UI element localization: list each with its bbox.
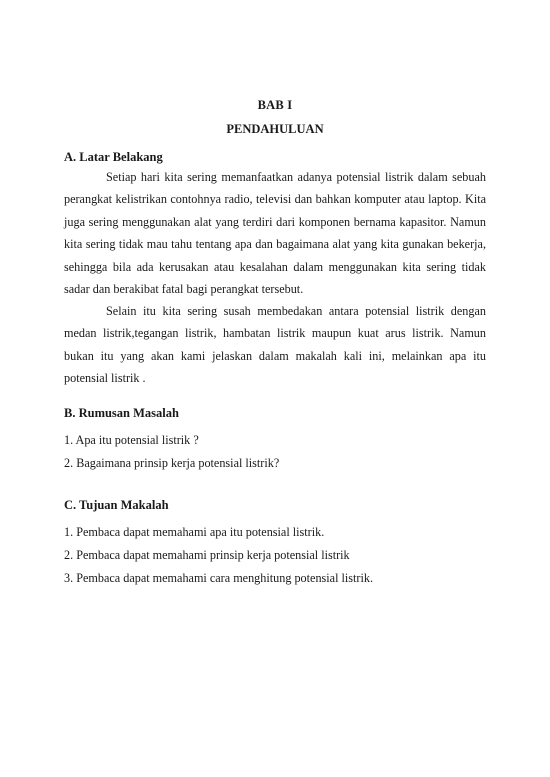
chapter-title: PENDAHULUAN <box>226 122 324 136</box>
list-item: 1. Pembaca dapat memahami apa itu potensial listrik. <box>64 525 325 539</box>
section-heading-rumusan-masalah: B. Rumusan Masalah <box>64 406 179 420</box>
paragraph-latar-belakang-1: Setiap hari kita sering memanfaatkan adanya potensial listrik dalam sebuah perangkat kelistrikan contohnya radio, televisi dan bahkan komputer atau laptop. Kita juga sering menggunakan alat yang terdiri dari komponen bernama kapasitor. Namun kita sering tidak mau tahu tentang apa dan bagaimana alat yang kita gunakan bekerja, sehingga bila ada kerusakan atau kesalahan dalam menggunakan kita sering tidak sadar dan berakibat fatal bagi perangkat tersebut. <box>64 170 486 297</box>
list-item: 3. Pembaca dapat memahami cara menghitung potensial listrik. <box>64 571 373 585</box>
section-heading-tujuan-makalah: C. Tujuan Makalah <box>64 498 169 512</box>
tujuan-makalah-list <box>64 521 494 590</box>
list-item: 2. Pembaca dapat memahami prinsip kerja potensial listrik <box>64 548 350 562</box>
paragraph-latar-belakang-2: Selain itu kita sering susah membedakan antara potensial listrik dengan medan listrik,tegangan listrik, hambatan listrik maupun kuat arus listrik. Namun bukan itu yang akan kami jelaskan dalam makalah kali ini, melainkan apa itu potensial listrik . <box>64 304 486 386</box>
section-heading-latar-belakang: A. Latar Belakang <box>64 150 163 164</box>
rumusan-masalah-list <box>64 429 494 475</box>
chapter-number: BAB I <box>257 98 293 112</box>
list-item: 1. Apa itu potensial listrik ? <box>64 433 199 447</box>
list-item: 2. Bagaimana prinsip kerja potensial listrik? <box>64 456 280 470</box>
